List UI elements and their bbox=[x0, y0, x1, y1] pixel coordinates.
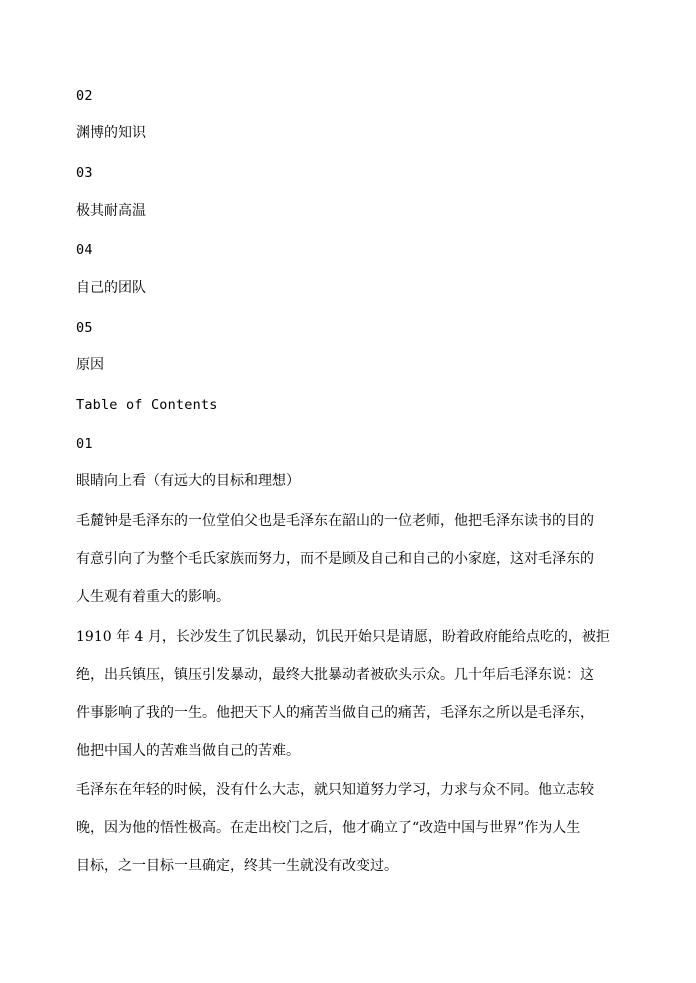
paragraph-line: 晚，因为他的悟性极高。在走出校门之后，他才确立了“改造中国与世界”作为人生 bbox=[76, 820, 581, 836]
paragraph-line: 他把中国人的苦难当做自己的苦难。 bbox=[76, 743, 300, 759]
toc-heading: Table of Contents bbox=[76, 397, 218, 413]
paragraph-line: 人生观有着重大的影响。 bbox=[76, 589, 230, 605]
toc-number-04: 04 bbox=[76, 242, 93, 258]
toc-title-02: 渊博的知识 bbox=[76, 125, 146, 141]
paragraph-3 bbox=[76, 771, 624, 885]
toc-title-04: 自己的团队 bbox=[76, 280, 146, 296]
toc-number-05: 05 bbox=[76, 320, 93, 336]
paragraph-1 bbox=[76, 502, 624, 616]
paragraph-line: 有意引向了为整个毛氏家族而努力，而不是顾及自己和自己的小家庭，这对毛泽东的 bbox=[76, 551, 594, 567]
section-number: 01 bbox=[76, 436, 93, 452]
section-title: 眼睛向上看（有远大的目标和理想） bbox=[76, 473, 300, 489]
paragraph-line: 1910 年 4 月，长沙发生了饥民暴动，饥民开始只是请愿，盼着政府能给点吃的，被拒 bbox=[76, 629, 610, 645]
paragraph-line: 绝，出兵镇压，镇压引发暴动，最终大批暴动者被砍头示众。几十年后毛泽东说：这 bbox=[76, 667, 594, 683]
toc-number-03: 03 bbox=[76, 165, 93, 181]
paragraph-line: 毛麓钟是毛泽东的一位堂伯父也是毛泽东在韶山的一位老师，他把毛泽东读书的目的 bbox=[76, 513, 594, 529]
paragraph-line: 目标，之一目标一旦确定，终其一生就没有改变过。 bbox=[76, 858, 398, 874]
toc-number-02: 02 bbox=[76, 88, 93, 104]
toc-title-03: 极其耐高温 bbox=[76, 203, 146, 219]
paragraph-line: 毛泽东在年轻的时候，没有什么大志，就只知道努力学习，力求与众不同。他立志较 bbox=[76, 782, 594, 798]
paragraph-line: 件事影响了我的一生。他把天下人的痛苦当做自己的痛苦，毛泽东之所以是毛泽东， bbox=[76, 705, 594, 721]
toc-title-05: 原因 bbox=[76, 357, 104, 373]
paragraph-2 bbox=[76, 618, 624, 770]
